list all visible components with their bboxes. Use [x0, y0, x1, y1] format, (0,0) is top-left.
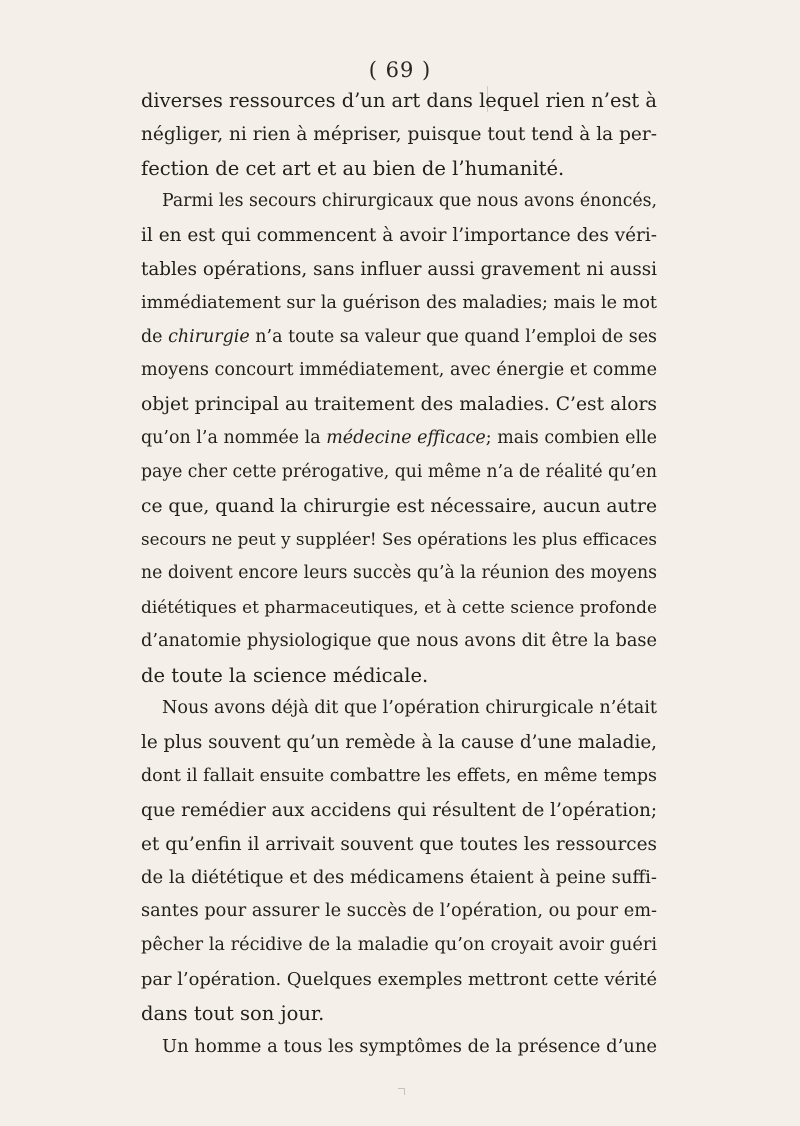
text-segment: pêcher la récidive de la maladie qu’on croyait avoir guéri [141, 934, 657, 955]
text-segment: n’a toute sa valeur que quand l’emploi de ses [249, 326, 657, 347]
text-segment: négliger, ni rien à mépriser, puisque tout tend à la per- [141, 123, 657, 145]
text-line [141, 861, 657, 895]
text-segment: paye cher cette prérogative, qui même n’a de réalité qu’en [141, 461, 657, 482]
text-segment: et qu’enfin il arrivait souvent que toutes les ressources [141, 833, 657, 855]
text-segment: le plus souvent qu’un remède à la cause d’une maladie, [141, 732, 657, 754]
text-segment: fection de cet art et au bien de l’humanité. [141, 156, 565, 180]
text-line [141, 321, 657, 355]
text-line [141, 895, 657, 929]
text-segment: que remédier aux accidens qui résultent de l’opération; [141, 799, 657, 821]
text-segment: d’anatomie physiologique que nous avons dit être la base [141, 630, 657, 651]
text-segment: objet principal au traitement des maladies. C’est alors [141, 394, 657, 416]
text-segment: ne doivent encore leurs succès qu’à la réunion des moyens [141, 563, 657, 584]
text-segment: Nous avons déjà dit que l’opération chirurgicale n’était [162, 698, 657, 719]
text-line [141, 625, 657, 659]
text-line [141, 557, 657, 591]
text-segment: ; mais combien elle [485, 427, 657, 448]
text-segment: immédiatement sur la guérison des maladies; mais le mot [141, 292, 657, 313]
paper-mark [398, 1088, 405, 1095]
text-segment: santes pour assurer le succès de l’opération, ou pour em- [141, 901, 657, 922]
text-line [141, 591, 657, 625]
text-line [141, 794, 657, 828]
text-segment: dans tout son jour. [141, 1001, 325, 1025]
text-line [141, 523, 657, 557]
text-segment: moyens concourt immédiatement, avec énergie et comme [141, 360, 657, 381]
text-segment: qu’on l’a nommée la [141, 427, 327, 448]
page-number: ( 69 ) [368, 58, 432, 82]
text-segment: diététiques et pharmaceutiques, et à cette science profonde [141, 596, 657, 617]
text-segment: diverses ressources d’un art dans lequel rien n’est à [141, 89, 657, 112]
text-line [141, 456, 657, 490]
text-line [141, 692, 657, 726]
text-segment: dont il fallait ensuite combattre les effets, en même temps [141, 765, 657, 786]
text-line [141, 84, 657, 118]
text-segment: ce que, quand la chirurgie est nécessaire, aucun autre [141, 495, 657, 517]
text-segment: de la diététique et des médicamens étaient à peine suffi- [141, 867, 657, 889]
text-line [141, 219, 657, 253]
text-line [141, 490, 657, 524]
text-segment: secours ne peut y suppléer! Ses opérations les plus efficaces [141, 529, 657, 550]
text-segment: il en est qui commencent à avoir l’importance des véri- [141, 225, 657, 247]
text-line [141, 253, 657, 287]
text-line [141, 354, 657, 388]
text-line [141, 963, 657, 997]
text-line [141, 828, 657, 862]
text-segment: de [141, 326, 169, 347]
text-segment: Parmi les secours chirurgicaux que nous avons énoncés, [162, 191, 657, 212]
text-line [141, 388, 657, 422]
text-segment: Un homme a tous les symptômes de la présence d’une [162, 1036, 657, 1058]
text-line [141, 997, 657, 1031]
italic-term: médecine efficace [326, 427, 486, 448]
text-line [141, 118, 657, 152]
text-segment: tables opérations, sans influer aussi gravement ni aussi [141, 258, 657, 280]
text-line [141, 760, 657, 794]
text-line [141, 659, 657, 693]
text-line [141, 1030, 657, 1064]
text-line [141, 726, 657, 760]
body-text [141, 84, 657, 1064]
text-line [141, 422, 657, 456]
text-line [141, 185, 657, 219]
text-segment: de toute la science médicale. [141, 663, 429, 687]
text-segment: par l’opération. Quelques exemples mettront cette vérité [141, 968, 658, 990]
text-line [141, 929, 657, 963]
text-line [141, 152, 657, 186]
italic-term: chirurgie [168, 326, 250, 347]
text-line [141, 287, 657, 321]
